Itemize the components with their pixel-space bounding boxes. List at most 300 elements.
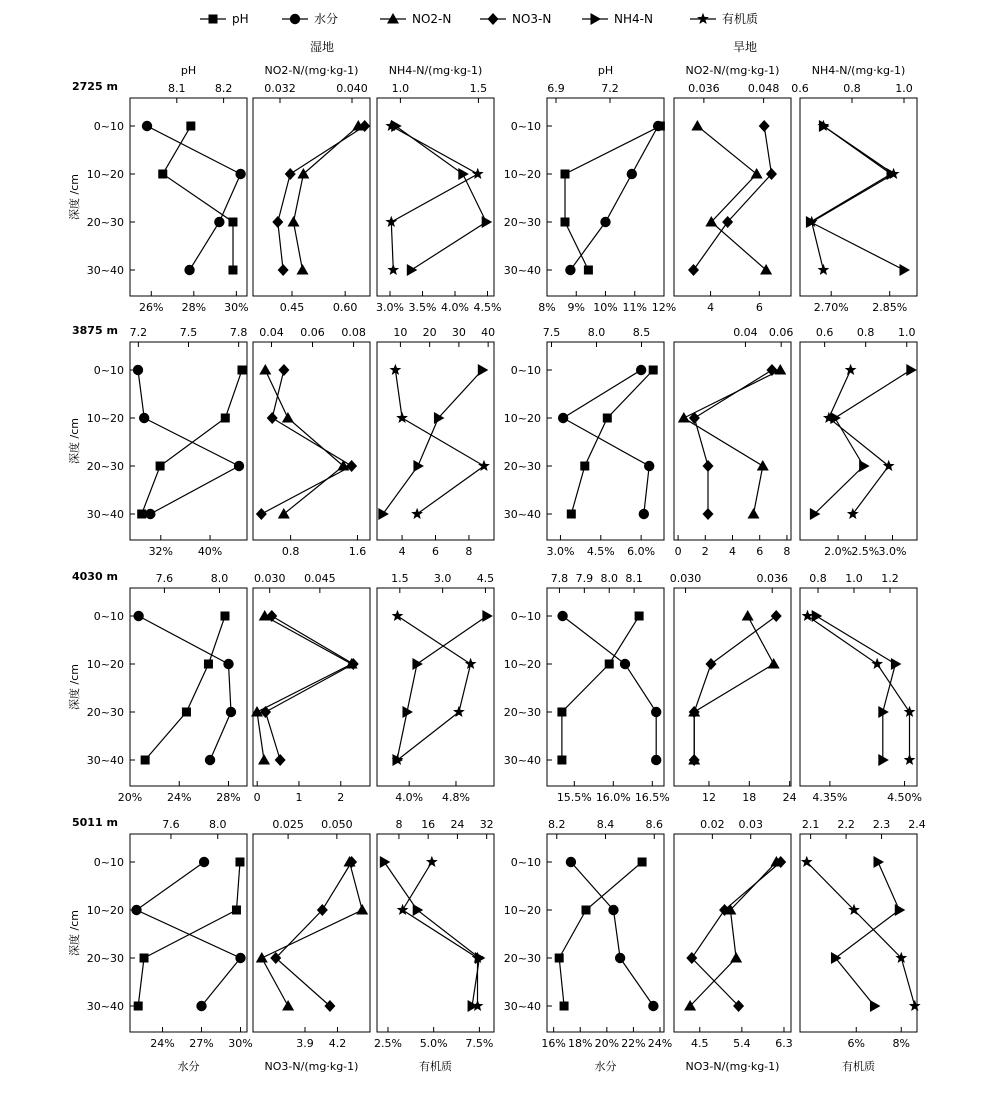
series-line-square	[562, 616, 639, 760]
top-tick-label: 8.0	[210, 572, 229, 585]
series-line-circle	[563, 370, 649, 514]
bottom-tick-label: 28%	[181, 301, 207, 314]
bottom-tick-label: 2.85%	[872, 301, 908, 314]
series-line-triangle	[294, 126, 359, 270]
data-point-circle-3	[235, 953, 245, 963]
data-point-circle-3	[234, 461, 244, 471]
data-point-right-triangle-3	[859, 460, 870, 472]
data-point-right-triangle-2	[412, 658, 423, 670]
series-line-square	[145, 616, 225, 760]
bottom-tick-label: 27%	[189, 1037, 214, 1050]
data-point-square-4	[141, 756, 150, 765]
section-title-wetland: 湿地	[309, 40, 335, 54]
data-point-star-4	[818, 264, 830, 275]
row-1	[67, 64, 917, 314]
depth-label: 0~10	[93, 610, 124, 623]
data-point-square-2	[561, 170, 570, 179]
data-point-circle-3	[214, 217, 224, 227]
data-point-square-2	[582, 906, 591, 915]
data-point-right-triangle-2	[413, 904, 424, 916]
panel-r1-c1	[87, 64, 249, 314]
bottom-tick-label: 4	[707, 301, 715, 314]
bottom-tick-label: 4.0%	[441, 301, 469, 314]
depth-label: 0~10	[510, 610, 541, 623]
y-axis-label-3: 深度 /cm	[68, 664, 81, 710]
top-tick-label: 0.036	[688, 82, 720, 95]
series-line-star	[812, 126, 894, 270]
bottom-tick-label: 4.50%	[887, 791, 923, 804]
data-point-square-3	[228, 218, 237, 227]
bottom-tick-label: 30%	[228, 1037, 253, 1050]
series-line-square	[163, 126, 233, 270]
depth-label: 30~40	[503, 508, 541, 521]
panel-frame	[130, 834, 247, 1032]
data-point-right-triangle-2	[895, 904, 906, 916]
series-line-right-triangle	[836, 862, 900, 1006]
data-point-square-1	[237, 366, 246, 375]
data-point-circle-3	[644, 461, 654, 471]
top-tick-label: 0.6	[791, 82, 809, 95]
bottom-tick-label: 2	[701, 545, 709, 558]
altitude-label-1: 2725 m	[72, 80, 118, 93]
panel-r4-c5	[674, 818, 793, 1073]
top-tick-label: 1.5	[469, 82, 488, 95]
data-point-star-4	[387, 264, 399, 275]
data-point-diamond-3	[703, 460, 714, 472]
row-3	[67, 570, 922, 804]
legend-label-1: pH	[232, 12, 249, 26]
top-tick-label: 7.6	[162, 818, 180, 831]
bottom-tick-label: 10%	[593, 301, 618, 314]
series-line-star	[829, 370, 889, 514]
top-tick-label: 1.0	[895, 82, 913, 95]
top-tick-label: 7.2	[601, 82, 619, 95]
depth-label: 30~40	[503, 1000, 541, 1013]
data-point-circle-4	[196, 1001, 206, 1011]
bottom-tick-label: 2.5%	[851, 545, 880, 558]
top-tick-label: 8.2	[214, 82, 233, 95]
panel-r4-c2	[253, 818, 370, 1073]
panel-r4-c1	[87, 818, 253, 1073]
panel-r1-c6	[791, 64, 917, 314]
top-tick-label: 0.030	[253, 572, 286, 585]
data-point-square-2	[232, 906, 241, 915]
panel-frame	[800, 98, 917, 296]
data-point-right-triangle-4	[878, 754, 889, 766]
data-point-right-triangle-3	[831, 952, 842, 964]
series-line-star	[807, 862, 915, 1006]
bottom-tick-label: 18%	[568, 1037, 593, 1050]
data-point-circle-2	[558, 413, 568, 423]
series-line-circle	[570, 126, 658, 270]
data-point-diamond-4	[256, 508, 267, 520]
series-line-triangle	[694, 616, 774, 760]
top-tick-label: 0.02	[700, 818, 725, 831]
bottom-tick-label: 22%	[621, 1037, 646, 1050]
top-tick-label: 0.048	[747, 82, 780, 95]
bottom-tick-label: 12	[701, 791, 716, 804]
top-tick-label: 0.050	[321, 818, 353, 831]
bottom-tick-label: 18	[742, 791, 757, 804]
depth-label: 20~30	[86, 952, 124, 965]
data-point-square-2	[158, 170, 167, 179]
top-tick-label: 0.030	[669, 572, 702, 585]
top-tick-label: 1.2	[881, 572, 899, 585]
top-tick-label: 7.9	[575, 572, 594, 585]
data-point-square-3	[156, 462, 165, 471]
top-tick-label: 7.8	[550, 572, 569, 585]
bottom-tick-label: 1	[295, 791, 303, 804]
depth-label: 20~30	[86, 216, 124, 229]
data-point-right-triangle-4	[378, 508, 389, 520]
bottom-tick-label: 3.0%	[376, 301, 404, 314]
top-tick-label: 0.040	[336, 82, 368, 95]
data-point-right-triangle-2	[891, 658, 902, 670]
section-titles	[310, 39, 757, 54]
depth-label: 10~20	[503, 904, 541, 917]
data-point-right-triangle-1	[380, 856, 391, 868]
panel-r1-c2	[253, 64, 370, 314]
bottom-tick-label: 9%	[567, 301, 585, 314]
data-point-circle-1	[133, 365, 143, 375]
series-line-triangle	[262, 862, 362, 1006]
altitude-label-4: 5011 m	[72, 816, 118, 829]
panel-r2-c5	[674, 326, 793, 558]
data-point-square-2	[603, 414, 612, 423]
data-point-triangle-1	[742, 610, 754, 621]
top-axis-title: NH4-N/(mg·kg-1)	[388, 64, 483, 77]
data-point-diamond-4	[278, 264, 289, 276]
data-point-circle-2	[223, 659, 233, 669]
panel-r2-c2	[253, 326, 370, 558]
bottom-tick-label: 8	[783, 545, 791, 558]
legend-marker-4	[488, 13, 499, 25]
top-tick-label: 7.6	[155, 572, 174, 585]
bottom-tick-label: 16%	[541, 1037, 566, 1050]
data-point-circle-1	[636, 365, 646, 375]
top-tick-label: 0.036	[756, 572, 788, 585]
data-point-right-triangle-1	[874, 856, 885, 868]
data-point-right-triangle-1	[482, 610, 493, 622]
data-point-triangle-2	[768, 658, 780, 669]
bottom-tick-label: 32%	[148, 545, 174, 558]
depth-label: 10~20	[503, 412, 541, 425]
data-point-square-4	[228, 266, 237, 275]
top-tick-label: 0.045	[304, 572, 336, 585]
bottom-tick-label: 24	[782, 791, 797, 804]
top-tick-label: 20	[422, 326, 437, 339]
series-line-star	[395, 370, 484, 514]
top-tick-label: 8.5	[632, 326, 651, 339]
bottom-tick-label: 4.8%	[441, 791, 470, 804]
panel-r3-c6	[800, 572, 922, 804]
depth-label: 0~10	[510, 364, 541, 377]
data-point-circle-3	[226, 707, 236, 717]
top-axis-title: NO2-N/(mg·kg-1)	[685, 64, 780, 77]
data-point-circle-1	[199, 857, 209, 867]
depth-label: 30~40	[503, 754, 541, 767]
series-line-diamond	[266, 616, 354, 760]
top-tick-label: 0.04	[733, 326, 758, 339]
top-tick-label: 0.025	[272, 818, 304, 831]
depth-label: 30~40	[86, 264, 124, 277]
panel-r4-c4	[504, 818, 672, 1073]
top-tick-label: 0.8	[843, 82, 861, 95]
data-point-diamond-1	[771, 610, 782, 622]
bottom-tick-label: 20%	[594, 1037, 620, 1050]
bottom-axis-title: 水分	[177, 1060, 200, 1073]
top-axis-title: NO2-N/(mg·kg-1)	[264, 64, 359, 77]
panel-r2-c3	[377, 326, 495, 558]
top-tick-label: 8.6	[645, 818, 663, 831]
top-tick-label: 0.06	[300, 326, 325, 339]
series-line-right-triangle	[384, 862, 479, 1006]
bottom-axis-title: 有机质	[419, 1060, 452, 1073]
panel-frame	[800, 834, 917, 1032]
data-point-square-2	[605, 660, 614, 669]
bottom-tick-label: 8%	[892, 1037, 910, 1050]
data-point-circle-1	[133, 611, 143, 621]
data-point-triangle-3	[730, 952, 742, 963]
data-point-diamond-1	[759, 120, 770, 132]
data-point-square-1	[635, 612, 644, 621]
legend	[200, 11, 758, 26]
data-point-diamond-4	[703, 508, 714, 520]
bottom-tick-label: 0.8	[281, 545, 300, 558]
data-point-triangle-4	[297, 264, 309, 275]
bottom-tick-label: 8	[465, 545, 473, 558]
series-line-triangle	[690, 862, 776, 1006]
data-point-square-3	[557, 708, 566, 717]
bottom-tick-label: 6.3	[775, 1037, 793, 1050]
data-point-square-3	[555, 954, 564, 963]
data-point-circle-4	[145, 509, 155, 519]
top-tick-label: 1.0	[845, 572, 863, 585]
top-axis-title: pH	[597, 64, 614, 77]
top-tick-label: 8.0	[209, 818, 227, 831]
data-point-right-triangle-4	[870, 1000, 881, 1012]
data-point-star-4	[472, 1000, 484, 1011]
panel-r2-c4	[504, 326, 664, 558]
data-point-triangle-1	[259, 364, 271, 375]
top-tick-label: 1.0	[391, 82, 410, 95]
bottom-tick-label: 0	[253, 791, 261, 804]
bottom-tick-label: 16.0%	[595, 791, 631, 804]
data-point-circle-2	[131, 905, 141, 915]
bottom-tick-label: 8%	[538, 301, 556, 314]
data-point-circle-2	[627, 169, 637, 179]
depth-label: 20~30	[86, 460, 124, 473]
depth-label: 20~30	[503, 216, 541, 229]
bottom-tick-label: 6%	[847, 1037, 865, 1050]
data-point-diamond-1	[278, 364, 289, 376]
bottom-tick-label: 3.5%	[408, 301, 437, 314]
panel-r1-c5	[674, 64, 791, 314]
depth-label: 0~10	[93, 364, 124, 377]
data-point-square-1	[638, 858, 647, 867]
top-tick-label: 0.6	[815, 326, 834, 339]
data-point-star-4	[904, 754, 916, 765]
data-point-square-3	[140, 954, 149, 963]
bottom-tick-label: 4.5%	[586, 545, 615, 558]
top-tick-label: 7.5	[179, 326, 198, 339]
panel-r3-c3	[377, 572, 494, 804]
depth-label: 30~40	[503, 264, 541, 277]
series-line-circle	[138, 370, 239, 514]
top-tick-label: 2.3	[872, 818, 891, 831]
bottom-tick-label: 24%	[150, 1037, 175, 1050]
bottom-tick-label: 20%	[117, 791, 143, 804]
series-line-triangle	[257, 616, 352, 760]
series-line-right-triangle	[397, 616, 487, 760]
data-point-star-2	[871, 658, 883, 669]
data-point-star-1	[845, 364, 857, 375]
bottom-tick-label: 24%	[647, 1037, 673, 1050]
bottom-axis-title: 水分	[594, 1060, 617, 1073]
series-line-diamond	[278, 126, 365, 270]
data-point-square-3	[580, 462, 589, 471]
bottom-tick-label: 4	[729, 545, 736, 558]
bottom-tick-label: 11%	[622, 301, 647, 314]
data-point-triangle-3	[757, 460, 769, 471]
data-point-circle-2	[620, 659, 630, 669]
top-tick-label: 8.1	[625, 572, 643, 585]
series-line-star	[398, 616, 471, 760]
bottom-tick-label: 2.70%	[813, 301, 849, 314]
top-tick-label: 7.2	[129, 326, 148, 339]
top-tick-label: 2.4	[908, 818, 926, 831]
data-point-circle-3	[615, 953, 625, 963]
data-point-square-4	[134, 1002, 143, 1011]
bottom-tick-label: 4.5%	[473, 301, 502, 314]
data-point-right-triangle-4	[900, 264, 911, 276]
data-point-circle-2	[608, 905, 618, 915]
bottom-tick-label: 4.35%	[812, 791, 848, 804]
depth-label: 20~30	[503, 952, 541, 965]
bottom-tick-label: 24%	[167, 791, 192, 804]
data-point-circle-4	[565, 265, 575, 275]
data-point-circle-3	[600, 217, 610, 227]
series-line-circle	[563, 616, 657, 760]
data-point-circle-4	[648, 1001, 658, 1011]
y-axis-label-1: 深度 /cm	[68, 174, 81, 220]
panel-r4-c6	[800, 818, 926, 1073]
data-point-right-triangle-4	[407, 264, 418, 276]
bottom-tick-label: 4.5	[690, 1037, 709, 1050]
data-point-diamond-2	[705, 658, 716, 670]
depth-label: 20~30	[503, 706, 541, 719]
bottom-tick-label: 6	[755, 301, 763, 314]
top-tick-label: 0.03	[738, 818, 763, 831]
data-point-square-4	[584, 266, 593, 275]
data-point-triangle-1	[691, 120, 703, 131]
top-tick-label: 2.1	[801, 818, 820, 831]
top-tick-label: 6.9	[547, 82, 565, 95]
bottom-tick-label: 4	[398, 545, 406, 558]
legend-label-4: NO3-N	[512, 12, 552, 26]
depth-label: 0~10	[510, 856, 541, 869]
data-point-star-3	[883, 460, 895, 471]
data-point-circle-3	[651, 707, 661, 717]
depth-label: 10~20	[503, 168, 541, 181]
data-point-triangle-3	[288, 216, 300, 227]
top-tick-label: 16	[421, 818, 436, 831]
top-tick-label: 0.08	[341, 326, 366, 339]
panel-frame	[253, 342, 370, 540]
depth-label: 10~20	[86, 658, 124, 671]
data-point-square-1	[220, 612, 229, 621]
series-line-star	[403, 862, 478, 1006]
legend-marker-2	[290, 14, 300, 24]
bottom-tick-label: 15.5%	[556, 791, 592, 804]
bottom-axis-title: NO3-N/(mg·kg-1)	[685, 1060, 780, 1073]
depth-label: 30~40	[86, 1000, 124, 1013]
bottom-tick-label: 4.2	[328, 1037, 347, 1050]
top-tick-label: 24	[450, 818, 465, 831]
data-point-square-2	[221, 414, 230, 423]
data-point-right-triangle-1	[478, 364, 489, 376]
bottom-axis-title: NO3-N/(mg·kg-1)	[264, 1060, 359, 1073]
data-point-triangle-4	[258, 754, 270, 765]
panel-r3-c2	[251, 572, 370, 804]
series-line-triangle	[684, 370, 781, 514]
y-axis-label-4: 深度 /cm	[68, 910, 81, 956]
top-tick-label: 0.8	[856, 326, 875, 339]
bottom-tick-label: 2	[337, 791, 345, 804]
data-point-star-2	[472, 168, 484, 179]
data-point-diamond-2	[267, 412, 278, 424]
panel-frame	[253, 98, 370, 296]
data-point-circle-1	[653, 121, 663, 131]
data-point-star-1	[426, 856, 438, 867]
data-point-square-3	[561, 218, 570, 227]
panel-r1-c4	[504, 64, 676, 314]
data-point-circle-4	[184, 265, 194, 275]
legend-label-3: NO2-N	[412, 12, 452, 26]
top-tick-label: 8	[395, 818, 403, 831]
series-line-right-triangle	[814, 370, 910, 514]
panel-r3-c1	[87, 572, 247, 804]
top-tick-label: 8.0	[587, 326, 606, 339]
top-tick-label: 10	[393, 326, 408, 339]
legend-label-5: NH4-N	[614, 12, 653, 26]
data-point-triangle-4	[747, 508, 759, 519]
series-line-diamond	[694, 616, 776, 760]
top-tick-label: 2.2	[837, 818, 855, 831]
data-point-circle-1	[142, 121, 152, 131]
top-tick-label: 40	[481, 326, 496, 339]
bottom-tick-label: 6	[432, 545, 439, 558]
bottom-tick-label: 12%	[651, 301, 677, 314]
row-4	[67, 816, 926, 1073]
panel-r2-c6	[800, 326, 917, 558]
legend-marker-6	[697, 13, 709, 24]
data-point-triangle-3	[256, 952, 268, 963]
bottom-tick-label: 3.0%	[878, 545, 907, 558]
series-line-diamond	[276, 862, 352, 1006]
series-line-circle	[571, 862, 654, 1006]
data-point-circle-2	[235, 169, 245, 179]
bottom-tick-label: 26%	[139, 301, 164, 314]
top-tick-label: 7.5	[542, 326, 561, 339]
series-line-diamond	[694, 126, 772, 270]
top-tick-label: 8.1	[168, 82, 186, 95]
top-tick-label: 0.04	[259, 326, 284, 339]
data-point-square-1	[649, 366, 658, 375]
data-point-star-2	[396, 412, 408, 423]
depth-label: 0~10	[93, 120, 124, 133]
bottom-tick-label: 2.5%	[373, 1037, 402, 1050]
